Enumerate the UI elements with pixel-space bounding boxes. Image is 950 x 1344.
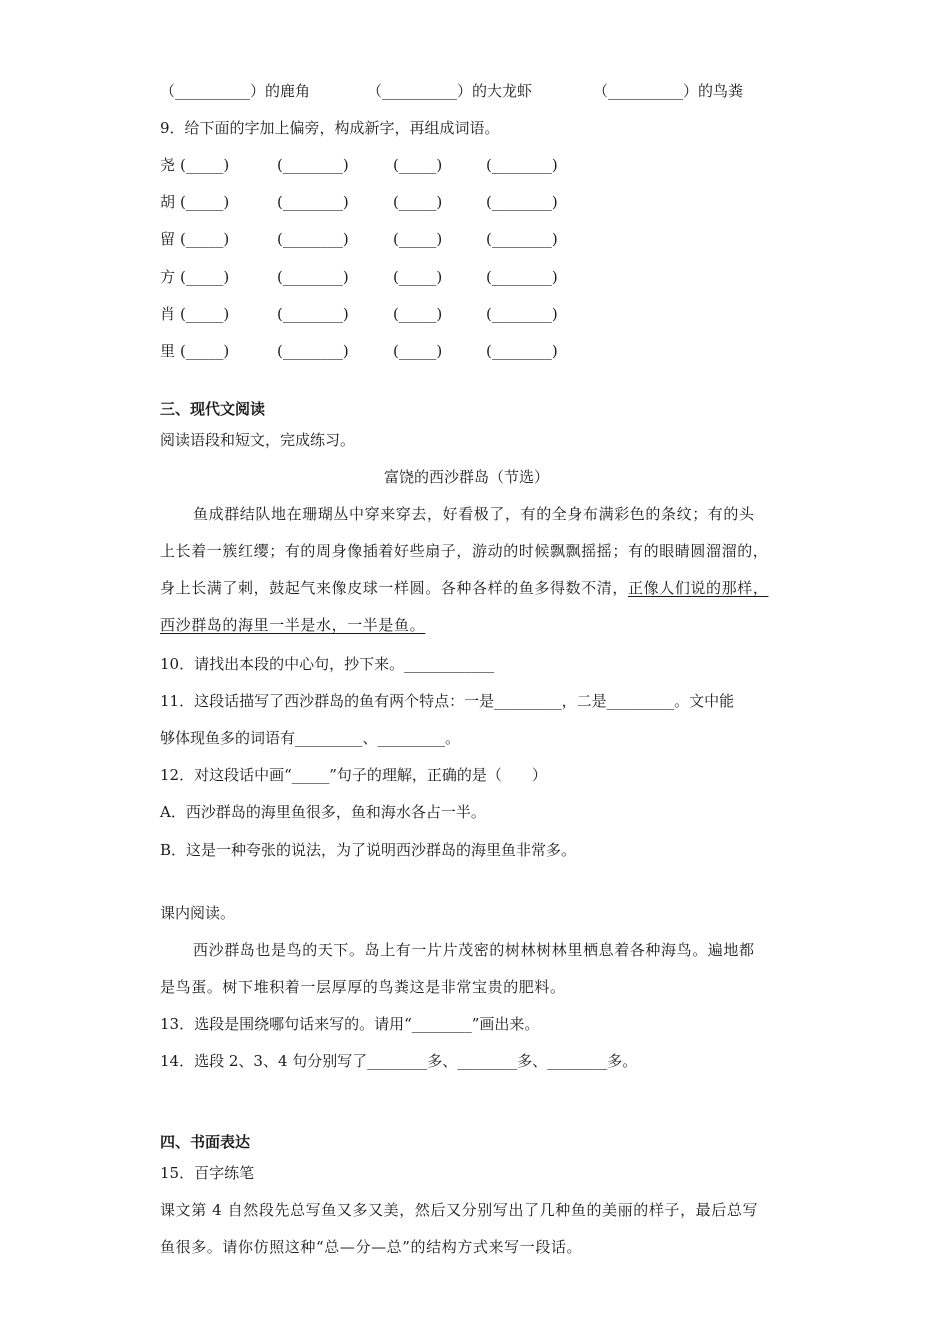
q9-new-char-blank: (_____)	[393, 230, 443, 248]
passage-line-1: 鱼成群结队地在珊瑚丛中穿来穿去，好看极了，有的全身布满彩色的条纹；有的头	[193, 505, 755, 523]
q8-item-3: （__________）的鸟粪	[593, 82, 744, 100]
question-12-option-a: A．西沙群岛的海里鱼很多，鱼和海水各占一半。	[160, 803, 486, 821]
q9-new-char-blank: (_____)	[393, 342, 443, 360]
q9-word-blank: (________)	[486, 305, 558, 323]
underlined-sentence-part-2: 西沙群岛的海里一半是水，一半是鱼。	[160, 616, 426, 634]
section-3-heading: 三、现代文阅读	[160, 400, 266, 418]
reading-intro: 阅读语段和短文，完成练习。	[160, 431, 356, 449]
question-10: 10．请找出本段的中心句，抄下来。____________	[160, 655, 495, 673]
q9-base-character: 肖	[160, 305, 176, 323]
q9-new-char-blank: (_____)	[393, 193, 443, 211]
question-12: 12．对这段话中画“_____”句子的理解，正确的是（ ）	[160, 766, 547, 784]
q9-base-character: 里	[160, 342, 176, 360]
question-11-line-1: 11．这段话描写了西沙群岛的鱼有两个特点：一是_________，二是_________。文中能	[160, 692, 735, 710]
q9-new-char-blank: (_____)	[393, 156, 443, 174]
q9-new-char-blank: (_____)	[393, 268, 443, 286]
q9-word-blank: (________)	[277, 230, 349, 248]
section-4-heading: 四、书面表达	[160, 1133, 251, 1151]
passage-title: 富饶的西沙群岛（节选）	[384, 468, 550, 486]
q9-word-blank: (________)	[277, 305, 349, 323]
q9-new-char-blank: (_____)	[180, 193, 230, 211]
q9-title: 9．给下面的字加上偏旁，构成新字，再组成词语。	[160, 119, 500, 137]
underlined-sentence-part-1: 正像人们说的那样，	[628, 579, 769, 597]
q9-word-blank: (________)	[277, 342, 349, 360]
q9-base-character: 尧	[160, 156, 176, 174]
q8-item-1: （__________）的鹿角	[160, 82, 311, 100]
reading-2-intro: 课内阅读。	[160, 904, 236, 922]
passage-line-2: 上长着一簇红缨；有的周身像插着好些扇子，游动的时候飘飘摇摇；有的眼睛圆溜溜的，	[160, 542, 769, 560]
q9-base-character: 胡	[160, 193, 176, 211]
q9-word-blank: (________)	[486, 230, 558, 248]
question-13: 13．选段是围绕哪句话来写的。请用“________”画出来。	[160, 1015, 540, 1033]
q9-base-character: 留	[160, 230, 176, 248]
question-14: 14．选段 2、3、4 句分别写了________多、________多、________多。	[160, 1052, 638, 1070]
q8-item-2: （__________）的大龙虾	[367, 82, 533, 100]
q9-word-blank: (________)	[486, 268, 558, 286]
q9-new-char-blank: (_____)	[180, 268, 230, 286]
q9-base-character: 方	[160, 268, 176, 286]
q9-new-char-blank: (_____)	[180, 342, 230, 360]
q9-word-blank: (________)	[486, 156, 558, 174]
q9-new-char-blank: (_____)	[180, 305, 230, 323]
question-15-line-2: 鱼很多。请你仿照这种“总—分—总”的结构方式来写一段话。	[160, 1238, 583, 1256]
passage-2-line-2: 是鸟蛋。树下堆积着一层厚厚的鸟粪这是非常宝贵的肥料。	[160, 978, 566, 996]
q9-word-blank: (________)	[486, 342, 558, 360]
q9-new-char-blank: (_____)	[180, 156, 230, 174]
passage-line-3	[160, 578, 768, 598]
q9-word-blank: (________)	[277, 268, 349, 286]
q9-new-char-blank: (_____)	[180, 230, 230, 248]
passage-2-line-1: 西沙群岛也是鸟的天下。岛上有一片片茂密的树林树林里栖息着各种海鸟。遍地都	[193, 941, 755, 959]
question-15-line-1: 课文第 4 自然段先总写鱼又多又美，然后又分别写出了几种鱼的美丽的样子，最后总写	[160, 1201, 759, 1219]
question-11-line-2: 够体现鱼多的词语有_________、_________。	[160, 729, 461, 747]
question-12-option-b: B．这是一种夸张的说法，为了说明西沙群岛的海里鱼非常多。	[160, 841, 577, 859]
question-15: 15．百字练笔	[160, 1164, 255, 1182]
q9-new-char-blank: (_____)	[393, 305, 443, 323]
q9-word-blank: (________)	[486, 193, 558, 211]
q9-word-blank: (________)	[277, 156, 349, 174]
q9-word-blank: (________)	[277, 193, 349, 211]
passage-line-3-text: 身上长满了刺，鼓起气来像皮球一样圆。各种各样的鱼多得数不清，	[160, 579, 629, 597]
